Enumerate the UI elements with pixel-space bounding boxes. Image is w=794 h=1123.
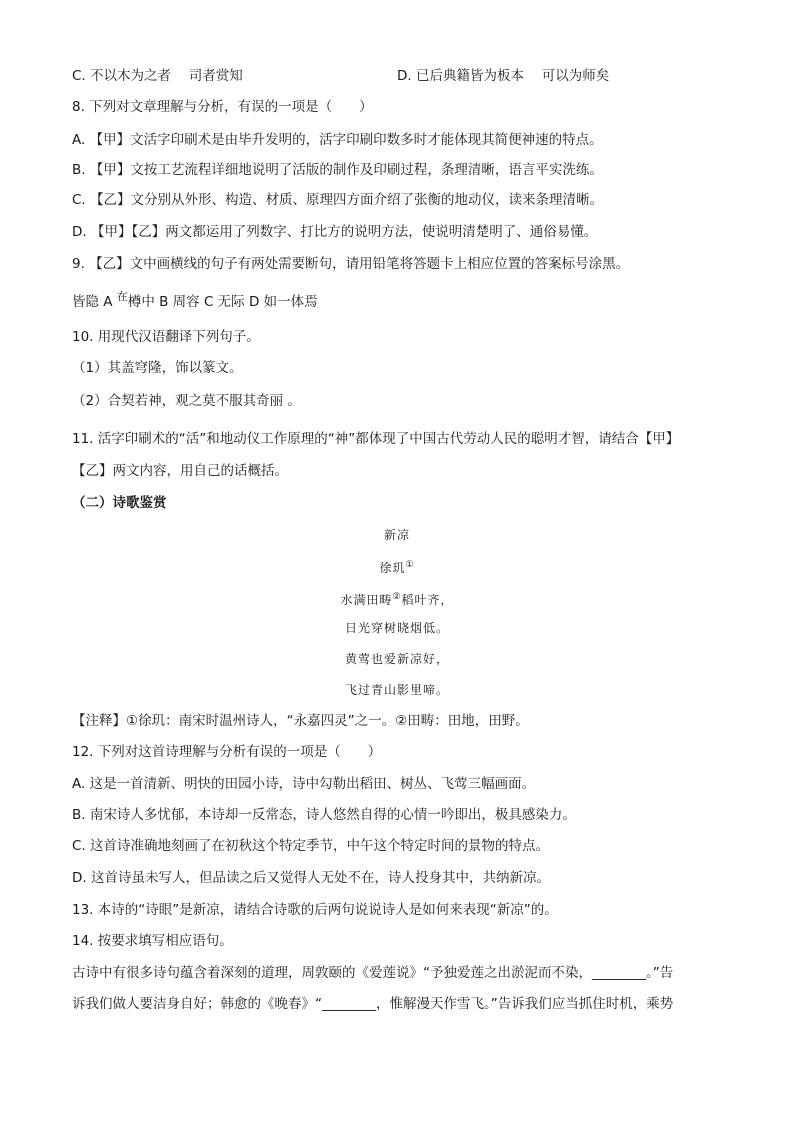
poem-line-4: 飞过青山影里啼。 (344, 683, 449, 697)
poem-author-note-mark: ① (405, 560, 415, 570)
q10-sentence-1: （1）其盖穹隆，饰以篆文。 (72, 360, 243, 376)
poem-author-name: 徐玑 (379, 561, 406, 575)
q7-option-d: D. 已后典籍皆为板本 可以为师矣 (397, 68, 610, 84)
q10-stem: 10. 用现代汉语翻译下列句子。 (72, 329, 260, 345)
q14-stem: 14. 按要求填写相应语句。 (72, 933, 233, 949)
q10-sentence-2: （2）合契若神，观之莫不服其奇丽 。 (72, 393, 301, 409)
poem-line-1-post: 稻叶齐， (401, 593, 454, 607)
poem-title: 新凉 (383, 528, 410, 542)
q12-option-d: D. 这首诗虽未写人，但品读之后又觉得人无处不在，诗人投身其中，共纳新凉。 (72, 870, 550, 886)
poem-author (0, 556, 794, 577)
q8-option-a: A. 【甲】文活字印刷术是由毕升发明的，活字印刷印数多时才能体现其简便神速的特点。 (72, 132, 603, 148)
q9-stem: 9. 【乙】文中画横线的句子有两处需要断句，请用铅笔将答题卡上相应位置的答案标号涂黑。 (72, 256, 630, 272)
q14-line-2: 诉我们做人要洁身自好；韩愈的《晚春》“________，惟解漫天作雪飞。”告诉我们应当抓住时机，乘势 (72, 996, 674, 1012)
q8-option-c: C. 【乙】文分别从外形、构造、材质、原理四方面介绍了张衡的地动仪，读来条理清晰。 (72, 192, 604, 208)
q12-stem: 12. 下列对这首诗理解与分析有误的一项是（ ） (72, 744, 382, 760)
q12-option-b: B. 南宋诗人多忧郁，本诗却一反常态，诗人悠然自得的心情一吟即出，极具感染力。 (72, 807, 576, 823)
q12-option-c: C. 这首诗准确地刻画了在初秋这个特定季节，中午这个特定时间的景物的特点。 (72, 838, 550, 854)
poem-line-1 (0, 588, 794, 609)
q8-stem: 8. 下列对文章理解与分析，有误的一项是（ ） (72, 99, 373, 115)
poem-line-3: 黄莺也爱新凉好， (344, 652, 449, 666)
q11-line-2: 【乙】两文内容，用自己的话概括。 (72, 463, 288, 479)
q9-sentence (72, 292, 318, 313)
q9-sentence-pre: 皆隐 A (72, 294, 117, 310)
poem-line-2: 日光穿树晓烟低。 (344, 621, 449, 635)
q11-line-1: 11. 活字印刷术的“活”和地动仪工作原理的“神”都体现了中国古代劳动人民的聪明才智，请结合【甲】 (72, 431, 680, 447)
q13-stem: 13. 本诗的“诗眼”是新凉，请结合诗歌的后两句说说诗人是如何来表现“新凉”的。 (72, 902, 558, 918)
q12-option-a: A. 这是一首清新、明快的田园小诗，诗中勾勒出稻田、树丛、飞莺三幅画面。 (72, 776, 536, 792)
section-poetry-heading: （二）诗歌鉴赏 (72, 495, 167, 511)
poem-annotation: 【注释】①徐玑：南宋时温州诗人，“永嘉四灵”之一。②田畴：田地，田野。 (72, 713, 529, 729)
poem-line-1-note-mark: ② (392, 592, 402, 602)
q9-sentence-insert: 在 (116, 290, 128, 303)
poem-line-1-pre: 水满田畴 (340, 593, 393, 607)
q7-option-c: C. 不以木为之者 司者赏知 (72, 68, 243, 84)
q14-line-1: 古诗中有很多诗句蕴含着深刻的道理，周敦颐的《爱莲说》“予独爱莲之出淤泥而不染，________。”告 (72, 965, 674, 981)
q8-option-b: B. 【甲】文按工艺流程详细地说明了活版的制作及印刷过程，条理清晰，语言平实洗练。 (72, 162, 603, 178)
q8-option-d: D. 【甲】【乙】两文都运用了列数字、打比方的说明方法，使说明清楚明了、通俗易懂。 (72, 224, 598, 240)
q9-sentence-post: 樽中 B 周容 C 无际 D 如一体焉 (127, 294, 318, 310)
